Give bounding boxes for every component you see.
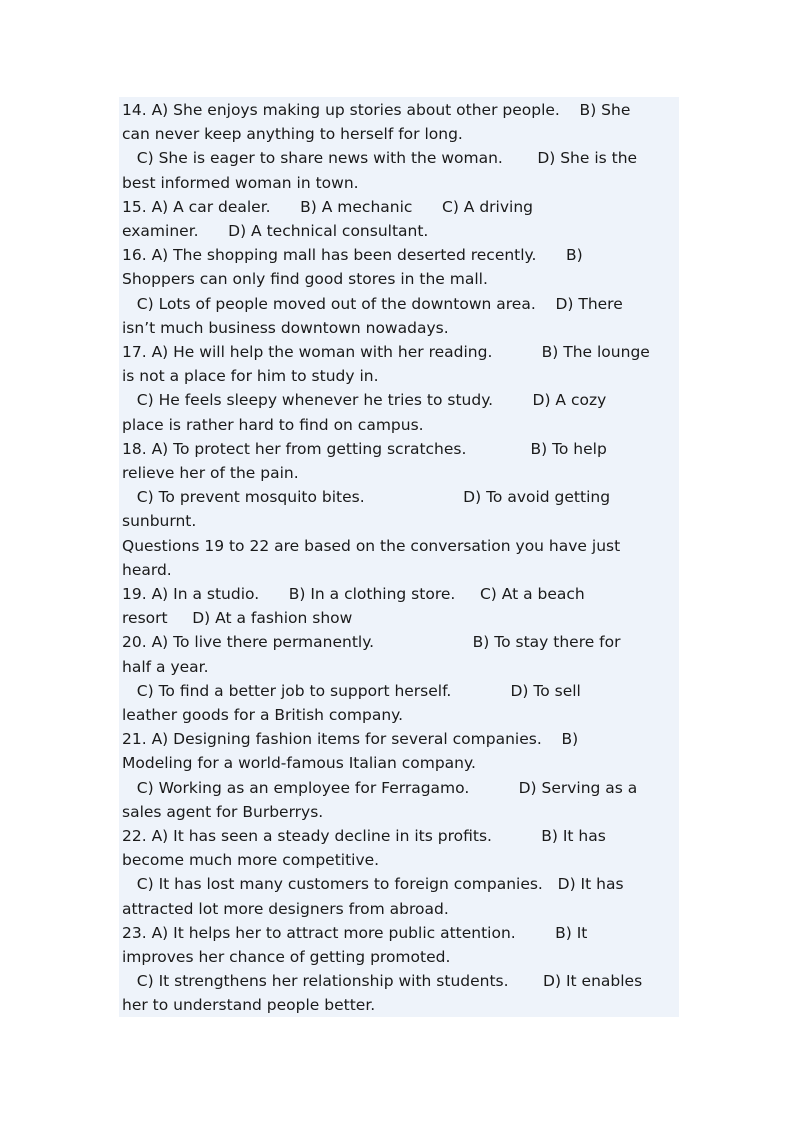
text-line: relieve her of the pain. — [122, 464, 299, 482]
text-line: can never keep anything to herself for long. — [122, 125, 463, 144]
text-line: leather goods for a British company. — [122, 706, 404, 724]
text-line: 23. A) It helps her to attract more public attention. B) It — [122, 923, 588, 942]
text-line: attracted lot more designers from abroad. — [122, 899, 449, 918]
text-line: 16. A) The shopping mall has been deserted recently. B) — [122, 246, 583, 265]
text-line: become much more competitive. — [122, 851, 380, 870]
text-line: 14. A) She enjoys making up stories about other people. B) She — [122, 101, 631, 119]
text-line: heard. — [122, 560, 172, 579]
text-line: Questions 19 to 22 are based on the conversation you have just — [122, 536, 621, 555]
text-line: C) Lots of people moved out of the downtown area. D) There — [122, 294, 623, 313]
text-line: Modeling for a world-famous Italian company. — [122, 754, 476, 773]
text-line: C) It has lost many customers to foreign companies. D) It has — [122, 875, 624, 894]
question-text-block — [119, 97, 679, 1017]
text-line: 18. A) To protect her from getting scratches. B) To help — [122, 439, 607, 458]
text-line: place is rather hard to find on campus. — [122, 415, 424, 434]
text-line: isn’t much business downtown nowadays. — [122, 318, 449, 337]
text-line: half a year. — [122, 657, 209, 676]
text-line: Shoppers can only find good stores in the mall. — [122, 270, 488, 289]
text-line: is not a place for him to study in. — [122, 367, 379, 386]
text-line: C) To prevent mosquito bites. D) To avoid getting — [122, 488, 611, 507]
text-line: resort D) At a fashion show — [122, 609, 353, 628]
text-line: C) She is eager to share news with the woman. D) She is the — [122, 149, 638, 168]
text-line: 19. A) In a studio. B) In a clothing store. C) At a beach — [122, 585, 585, 603]
text-line: improves her chance of getting promoted. — [122, 948, 451, 966]
text-line: C) It strengthens her relationship with students. D) It enables — [122, 972, 643, 991]
text-line: sunburnt. — [122, 512, 197, 531]
text-line: 20. A) To live there permanently. B) To stay there for — [122, 633, 621, 652]
text-line: C) He feels sleepy whenever he tries to study. D) A cozy — [122, 391, 607, 410]
text-line: 21. A) Designing fashion items for several companies. B) — [122, 730, 579, 749]
text-line: C) To find a better job to support herself. D) To sell — [122, 681, 581, 700]
text-line: 22. A) It has seen a steady decline in its profits. B) It has — [122, 827, 606, 845]
text-line: her to understand people better. — [122, 996, 376, 1015]
text-line: 15. A) A car dealer. B) A mechanic C) A driving — [122, 197, 533, 216]
text-line: examiner. D) A technical consultant. — [122, 222, 429, 240]
text-line: C) Working as an employee for Ferragamo. D) Serving as a — [122, 778, 638, 797]
text-line: 17. A) He will help the woman with her reading. B) The lounge — [122, 343, 650, 361]
text-line: best informed woman in town. — [122, 173, 359, 192]
text-line: sales agent for Burberrys. — [122, 802, 324, 821]
